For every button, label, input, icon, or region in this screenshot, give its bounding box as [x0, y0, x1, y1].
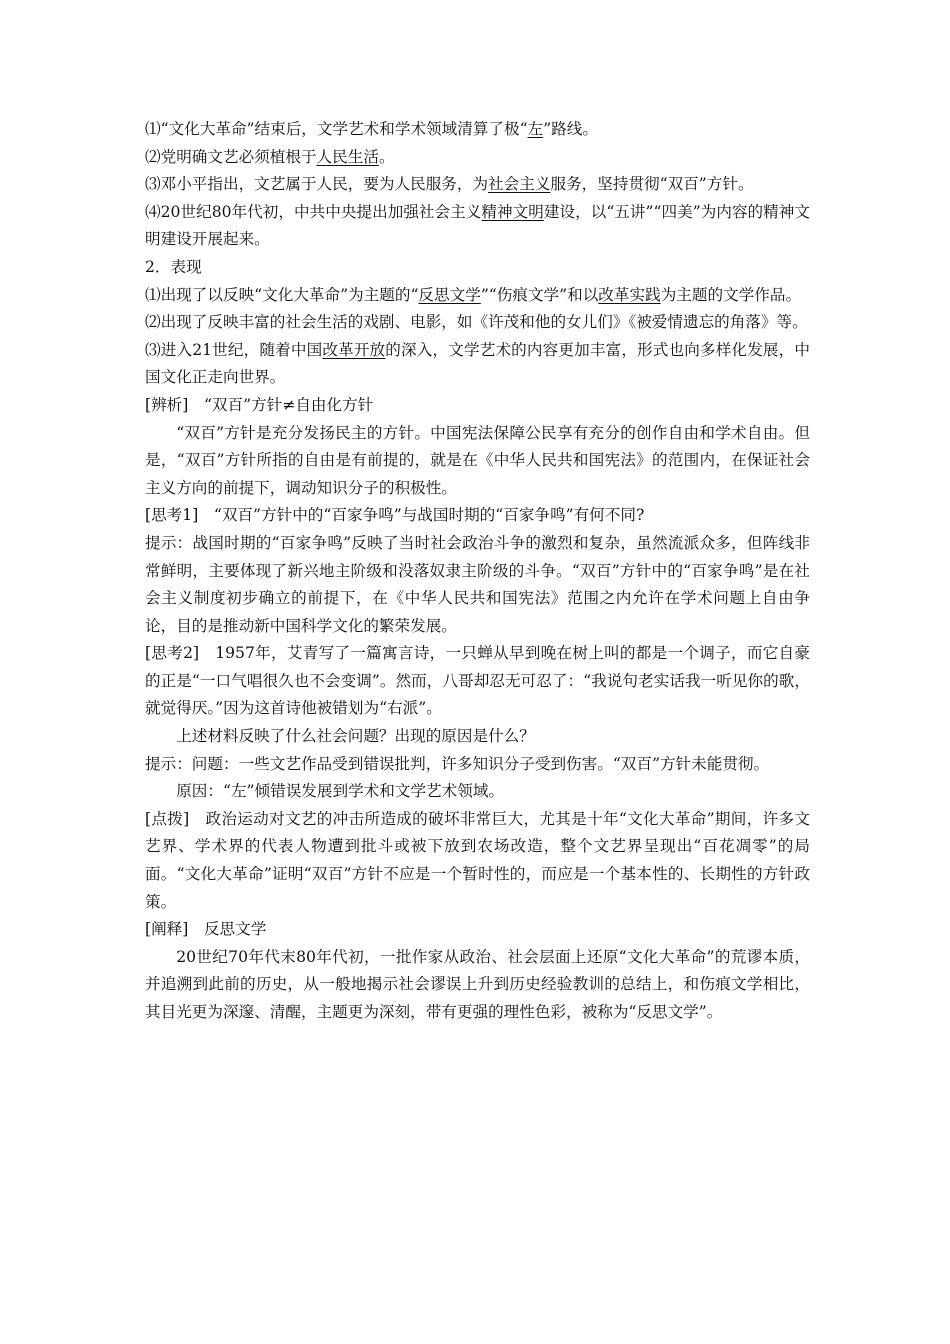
item-text: ”路线。 [543, 120, 598, 138]
item-text: 的深入，文学艺术的内容更加丰富，形式也向多样化发展，中国文化正走向世界。 [145, 340, 810, 387]
chanshi-body: 20世纪70年代末80年代初，一批作家从政治、社会层面上还原“文化大革命”的荒谬本质，并追溯到此前的历史，从一般地揭示社会谬误上升到历史经验教训的总结上，和伤痕文学相比，其目光更为深邃、清醒，主题更为深刻，带有更强的理性色彩，被称为“反思文学”。 [145, 947, 810, 1021]
underlined-keyword: 反思文学 [418, 285, 481, 304]
sikao1-hint: 提示：战国时期的“百家争鸣”反映了当时社会政治斗争的激烈和复杂，虽然流派众多，但阵线非常鲜明，主要体现了新兴地主阶级和没落奴隶主阶级的斗争。“双百”方针中的“百家争鸣”是在社会主义制度初步确立的前提下，在《中华人民共和国宪法》范围之内允许在学术问题上自由争论，目的是推动新中国科学文化的繁荣发展。 [145, 533, 810, 635]
item-1-3 [145, 171, 810, 199]
item-text: ⑶邓小平指出，文艺属于人民，要为人民服务，为 [145, 175, 489, 194]
item-1-1 [145, 116, 810, 144]
sikao1-question: [思考1] “双百”方针中的“百家争鸣”与战国时期的“百家争鸣”有何不同? [145, 506, 645, 525]
item-text: ⑷20世纪80年代初，中共中央提出加强社会主义 [145, 202, 482, 221]
underlined-keyword: 改革开放 [322, 340, 386, 359]
underlined-keyword: 精神文明 [481, 202, 544, 221]
chanshi-label: [阐释] 反思文学 [145, 920, 267, 939]
document-page [145, 116, 810, 1027]
item-text: 。 [378, 147, 395, 166]
dianbo-text: [点拨] 政治运动对文艺的冲击所造成的破坏非常巨大，尤其是十年“文化大革命”期间，许多文艺界、学术界的代表人物遭到批斗或被下放到农场改造，整个文艺界呈现出“百花凋零”的局面。“文化大革命”证明“双百”方针不应是一个暂时性的，而应是一个基本性的、长期性的方针政策。 [145, 809, 810, 911]
section-heading: 2．表现 [145, 257, 202, 276]
item-text: ⑴出现了以反映“文化大革命”为主题的“ [145, 285, 419, 304]
item-1-2 [145, 144, 810, 172]
bianxi-label: [辨析] “双百”方针≠自由化方针 [145, 395, 374, 414]
underlined-keyword: 人民生活 [316, 147, 379, 166]
item-text: ⑵党明确文艺必须植根于 [145, 147, 317, 166]
item-text: ⑶进入21世纪，随着中国 [145, 340, 323, 359]
sikao2-sub: 上述材料反映了什么社会问题？出现的原因是什么？ [176, 727, 535, 746]
item-2-2: ⑵出现了反映丰富的社会生活的戏剧、电影，如《许茂和他的女儿们》《被爱情遗忘的角落》等。 [145, 313, 808, 332]
item-text: 建设，以“五讲”“四美”为内容的精神文明建设开展起来。 [145, 202, 810, 249]
sikao2-reason: 原因：“左”倾错误发展到学术和文学艺术领域。 [176, 782, 505, 801]
item-text: ”“伤痕文学”和以 [480, 285, 599, 304]
underlined-keyword: 改革实践 [598, 285, 661, 304]
item-2-1 [145, 282, 810, 310]
underlined-keyword: 社会主义 [488, 175, 551, 194]
item-2-3 [145, 337, 810, 392]
sikao2-hint: 提示：问题：一些文艺作品受到错误批判，许多知识分子受到伤害。“双百”方针未能贯彻。 [145, 754, 770, 773]
underlined-keyword: 左 [527, 120, 544, 138]
item-text: ⑴“文化大革命”结束后，文学艺术和学术领域清算了极“ [145, 120, 528, 138]
item-text: 为主题的文学作品。 [660, 285, 802, 304]
bianxi-body: “双百”方针是充分发扬民主的方针。中国宪法保障公民享有充分的创作自由和学术自由。但是，“双百”方针所指的自由是有前提的，就是在《中华人民共和国宪法》的范围内，在保证社会主义方向的前提下，调动知识分子的积极性。 [145, 423, 810, 497]
item-1-4 [145, 199, 810, 254]
item-text: 服务，坚持贯彻“双百”方针。 [550, 175, 754, 194]
sikao2-question: [思考2] 1957年，艾青写了一篇寓言诗，一只蝉从早到晚在树上叫的都是一个调子，而它自豪的正是“一口气唱很久也不会变调”。然而，八哥却忍无可忍了：“我说句老实话我一听见你的歌，就觉得厌。”因为这首诗他被错划为“右派”。 [145, 644, 810, 718]
